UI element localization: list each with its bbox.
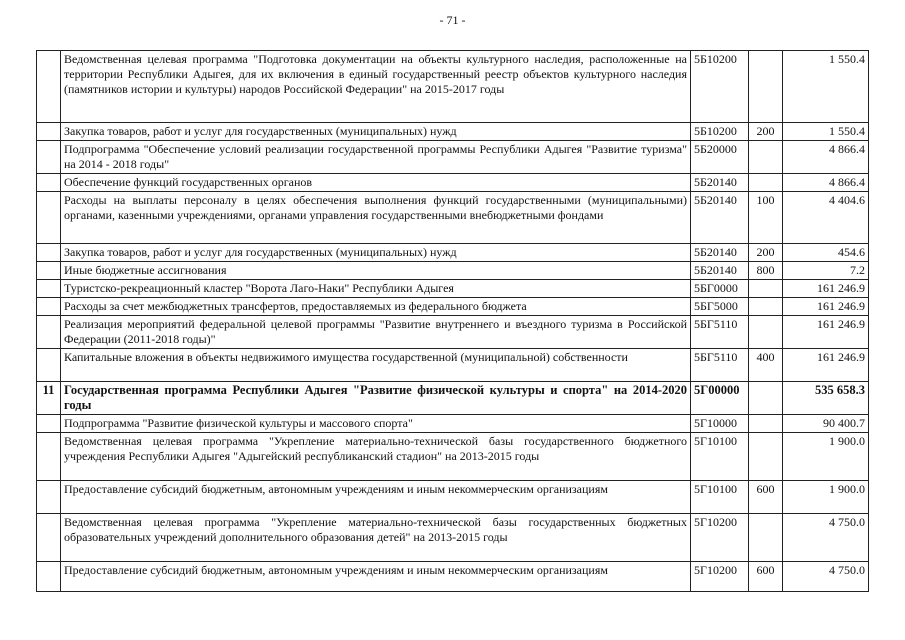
- amount-cell: 454.6: [783, 244, 869, 262]
- amount-cell: 4 866.4: [783, 174, 869, 192]
- description-cell: Реализация мероприятий федеральной целевой программы "Развитие внутреннего и въездного туризма в Российской Федерации (2011-2018 годы)": [61, 316, 691, 349]
- target-code-cell: 5Б20140: [691, 192, 749, 244]
- row-number-cell: [37, 244, 61, 262]
- row-number-cell: [37, 514, 61, 562]
- table-row: [37, 298, 869, 316]
- row-number-cell: [37, 433, 61, 481]
- row-number-cell: [37, 141, 61, 174]
- target-code-cell: 5БГ0000: [691, 280, 749, 298]
- expense-type-cell: [749, 415, 783, 433]
- row-number-cell: [37, 123, 61, 141]
- target-code-cell: 5БГ5110: [691, 349, 749, 382]
- description-cell: Государственная программа Республики Адыгея "Развитие физической культуры и спорта" на 2014-2020 годы: [61, 382, 691, 415]
- description-cell: Ведомственная целевая программа "Укрепление материально-технической базы государственных бюджетных образовательных учреждений дополнительного образования детей" на 2013-2015 годы: [61, 514, 691, 562]
- description-cell: Иные бюджетные ассигнования: [61, 262, 691, 280]
- page-number: - 71 -: [439, 13, 466, 27]
- row-number-cell: [37, 481, 61, 514]
- amount-cell: 1 900.0: [783, 433, 869, 481]
- row-number-cell: [37, 280, 61, 298]
- expense-type-cell: [749, 280, 783, 298]
- amount-cell: 535 658.3: [783, 382, 869, 415]
- description-cell: Предоставление субсидий бюджетным, автономным учреждениям и иным некоммерческим организациям: [61, 481, 691, 514]
- description-cell: Предоставление субсидий бюджетным, автономным учреждениям и иным некоммерческим организациям: [61, 562, 691, 592]
- table-row: [37, 262, 869, 280]
- target-code-cell: 5Б10200: [691, 123, 749, 141]
- amount-cell: 90 400.7: [783, 415, 869, 433]
- table-row: [37, 562, 869, 592]
- table-row: [37, 123, 869, 141]
- expense-type-cell: [749, 514, 783, 562]
- amount-cell: 4 866.4: [783, 141, 869, 174]
- expense-type-cell: [749, 316, 783, 349]
- table-row: [37, 481, 869, 514]
- table-row: [37, 382, 869, 415]
- amount-cell: 1 550.4: [783, 123, 869, 141]
- target-code-cell: 5Б20140: [691, 262, 749, 280]
- target-code-cell: 5Г00000: [691, 382, 749, 415]
- expense-type-cell: 100: [749, 192, 783, 244]
- amount-cell: 4 750.0: [783, 562, 869, 592]
- table-row: [37, 244, 869, 262]
- amount-cell: 7.2: [783, 262, 869, 280]
- target-code-cell: 5Б10200: [691, 51, 749, 123]
- row-number-cell: [37, 174, 61, 192]
- description-cell: Обеспечение функций государственных органов: [61, 174, 691, 192]
- description-cell: Туристско-рекреационный кластер "Ворота Лаго-Наки" Республики Адыгея: [61, 280, 691, 298]
- expense-type-cell: 200: [749, 123, 783, 141]
- table-row: [37, 141, 869, 174]
- row-number-cell: [37, 562, 61, 592]
- table-row: [37, 415, 869, 433]
- target-code-cell: 5Б20000: [691, 141, 749, 174]
- target-code-cell: 5Г10200: [691, 562, 749, 592]
- description-cell: Расходы за счет межбюджетных трансфертов, предоставляемых из федерального бюджета: [61, 298, 691, 316]
- expense-type-cell: 400: [749, 349, 783, 382]
- row-number-cell: [37, 192, 61, 244]
- amount-cell: 161 246.9: [783, 280, 869, 298]
- description-cell: Расходы на выплаты персоналу в целях обеспечения выполнения функций государственными (муниципальными) органами, казенными учреждениями, органами управления государственными внебюджетными фондами: [61, 192, 691, 244]
- table-row: [37, 51, 869, 123]
- target-code-cell: 5Г10100: [691, 433, 749, 481]
- description-cell: Закупка товаров, работ и услуг для государственных (муниципальных) нужд: [61, 244, 691, 262]
- expense-type-cell: [749, 174, 783, 192]
- budget-table: [36, 50, 869, 592]
- budget-table-body: [37, 51, 869, 592]
- row-number-cell: 11: [37, 382, 61, 415]
- table-row: [37, 174, 869, 192]
- description-cell: Закупка товаров, работ и услуг для государственных (муниципальных) нужд: [61, 123, 691, 141]
- description-cell: Подпрограмма "Развитие физической культуры и массового спорта": [61, 415, 691, 433]
- description-cell: Подпрограмма "Обеспечение условий реализации государственной программы Республики Адыгея "Развитие туризма" на 2014 - 2018 годы": [61, 141, 691, 174]
- expense-type-cell: 600: [749, 481, 783, 514]
- table-row: [37, 280, 869, 298]
- target-code-cell: 5БГ5000: [691, 298, 749, 316]
- amount-cell: 4 750.0: [783, 514, 869, 562]
- expense-type-cell: [749, 433, 783, 481]
- row-number-cell: [37, 316, 61, 349]
- amount-cell: 161 246.9: [783, 298, 869, 316]
- target-code-cell: 5Б20140: [691, 174, 749, 192]
- target-code-cell: 5Г10000: [691, 415, 749, 433]
- row-number-cell: [37, 349, 61, 382]
- row-number-cell: [37, 298, 61, 316]
- table-row: [37, 349, 869, 382]
- row-number-cell: [37, 415, 61, 433]
- description-cell: Ведомственная целевая программа "Укрепление материально-технической базы государственного бюджетного учреждения Республики Адыгея "Адыгейский республиканский стадион" на 2013-2015 годы: [61, 433, 691, 481]
- target-code-cell: 5Г10100: [691, 481, 749, 514]
- amount-cell: 161 246.9: [783, 316, 869, 349]
- row-number-cell: [37, 262, 61, 280]
- expense-type-cell: 800: [749, 262, 783, 280]
- table-row: [37, 433, 869, 481]
- expense-type-cell: [749, 141, 783, 174]
- amount-cell: 161 246.9: [783, 349, 869, 382]
- amount-cell: 1 900.0: [783, 481, 869, 514]
- expense-type-cell: [749, 51, 783, 123]
- amount-cell: 4 404.6: [783, 192, 869, 244]
- expense-type-cell: [749, 298, 783, 316]
- expense-type-cell: 600: [749, 562, 783, 592]
- target-code-cell: 5Г10200: [691, 514, 749, 562]
- expense-type-cell: 200: [749, 244, 783, 262]
- expense-type-cell: [749, 382, 783, 415]
- description-cell: Капитальные вложения в объекты недвижимого имущества государственной (муниципальной) собственности: [61, 349, 691, 382]
- target-code-cell: 5БГ5110: [691, 316, 749, 349]
- description-cell: Ведомственная целевая программа "Подготовка документации на объекты культурного наследия, расположенные на территории Республики Адыгея, для их включения в единый государственный реестр объектов культурного наследия (памятников истории и культуры) народов Российской Федерации" на 2015-2017 годы: [61, 51, 691, 123]
- table-row: [37, 192, 869, 244]
- row-number-cell: [37, 51, 61, 123]
- table-row: [37, 316, 869, 349]
- table-row: [37, 514, 869, 562]
- target-code-cell: 5Б20140: [691, 244, 749, 262]
- amount-cell: 1 550.4: [783, 51, 869, 123]
